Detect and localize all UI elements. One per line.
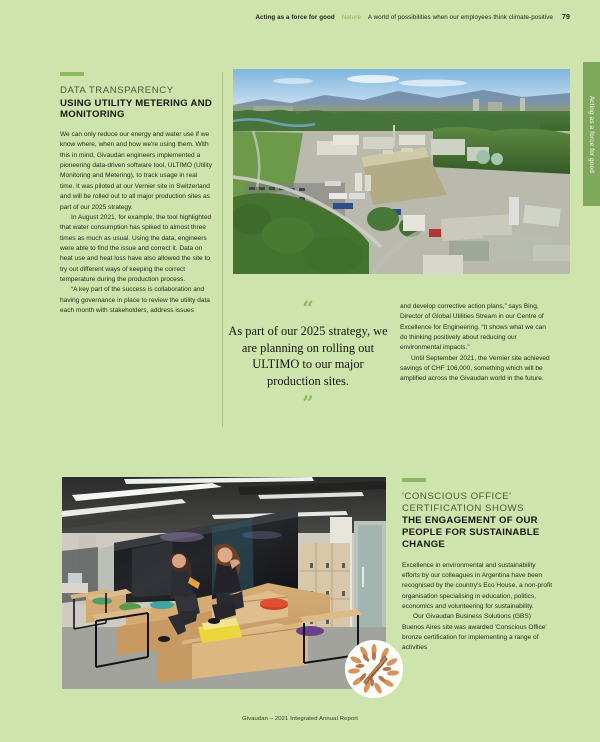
side-section-tab: [583, 62, 600, 206]
article-midright-column: [400, 302, 552, 385]
paragraph: Excellence in environmental and sustainability efforts by our colleagues in Argentina have been recognised by the country's Eco House, a non-profit organisation specialising in education, politics, economics and volunteering for sustainability.: [402, 561, 553, 610]
circle-inset-photo: [345, 640, 403, 698]
article-left-column: [60, 72, 212, 316]
article-bottomright-headline: THE ENGAGEMENT OF OUR PEOPLE FOR SUSTAINABLE CHANGE: [402, 515, 540, 550]
article-midright-body: [400, 302, 552, 385]
accent-rule: [402, 478, 426, 482]
quote-open-mark: “: [302, 296, 314, 320]
quote-close-mark: ”: [302, 391, 314, 415]
paragraph: We can only reduce our energy and water use if we know where, when and how we're using them. With this in mind, Givaudan engineers implemented a pioneering data-driven software tool, ULTIMO (Utility Monitoring and Metering), to track usage in real time. It was piloted at our Vernier site in Switzerland and will be rolled out to all major production sites as part of our 2025 strategy.: [60, 131, 212, 211]
side-section-tab-label: Acting as a force for good: [588, 95, 595, 173]
top-photo: [233, 69, 570, 274]
article-left-body: [60, 130, 212, 316]
article-bottomright-body: [402, 561, 554, 654]
paragraph: In August 2021, for example, the tool highlighted that water consumption has spiked to almost three times as much as usual. Using the data, engineers were able to find the issue and correct it. Data on heat use and heat loss have also allowed the site to try out different ways of keeping the correct temperature during the production process.: [60, 213, 212, 283]
article-bottomright-column: [402, 478, 554, 654]
running-header: [0, 14, 600, 21]
paragraph: and develop corrective action plans,” says Bing, Director of Global Utilities Stream in our Centre of Excellence for Engineering. “It shows what we can do thinking positively about reducing our environmental impacts.”: [400, 303, 546, 352]
column-divider: [222, 72, 223, 427]
pull-quote-text: As part of our 2025 strategy, we are planning on rolling out ULTIMO to our major production sites.: [228, 324, 388, 388]
page-number: 79: [562, 14, 570, 21]
article-left-kicker: DATA TRANSPARENCY: [60, 85, 174, 96]
paragraph: Our Givaudan Business Solutions (GBS) Buenos Aires site was awarded 'Conscious Office' bronze certification for implementing a range of activities: [402, 613, 547, 652]
bottom-photo: [62, 477, 386, 689]
paragraph: “A key part of the success is collaboration and having governance in place to review the utility data each month with stakeholders, address issues: [60, 286, 210, 314]
paragraph: Until September 2021, the Vernier site achieved savings of CHF 106,000, something which will be amplified across the Givaudan world in the future.: [400, 354, 550, 383]
header-description: A world of possibilities when our employees think climate-positive: [367, 14, 553, 21]
accent-rule: [60, 72, 84, 76]
page-footer: Givaudan – 2021 Integrated Annual Report: [241, 716, 358, 722]
pull-quote: [228, 296, 388, 415]
article-bottomright-kicker: 'CONSCIOUS OFFICE' CERTIFICATION SHOWS: [402, 491, 525, 514]
header-category: Nature: [341, 14, 361, 21]
article-left-headline: USING UTILITY METERING AND MONITORING: [60, 97, 213, 121]
header-section: Acting as a force for good: [255, 14, 335, 21]
